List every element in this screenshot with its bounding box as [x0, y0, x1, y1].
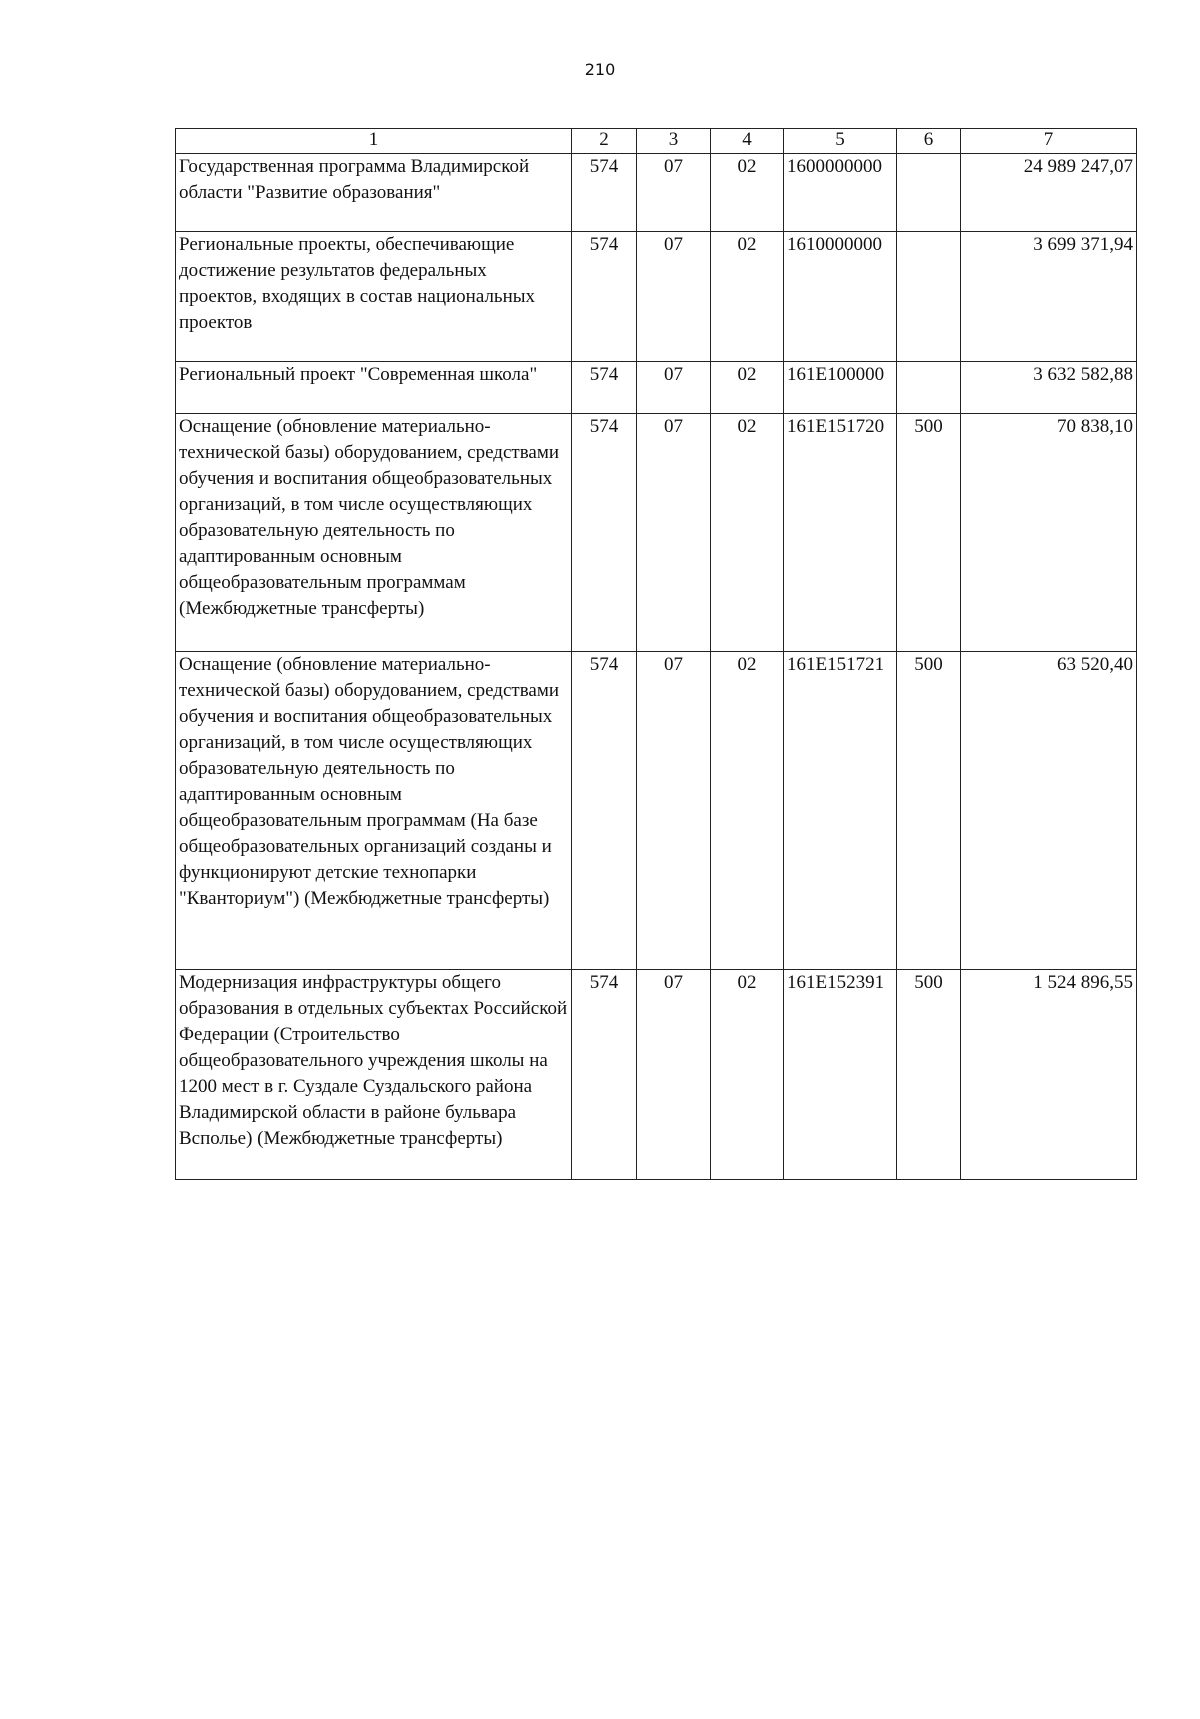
- header-cell-3: 3: [637, 129, 711, 154]
- row-type: [897, 154, 961, 232]
- row-type: 500: [897, 414, 961, 652]
- table-row: [176, 362, 1137, 414]
- row-col2: 574: [572, 414, 637, 652]
- header-cell-5: 5: [784, 129, 897, 154]
- row-code: 161E151721: [784, 652, 897, 970]
- row-name: Региональные проекты, обеспечивающие достижение результатов федеральных проектов, входящих в состав национальных проектов: [176, 232, 572, 362]
- header-row: [176, 129, 1137, 154]
- row-col3: 07: [637, 970, 711, 1180]
- row-col2: 574: [572, 970, 637, 1180]
- row-name: Оснащение (обновление материально-технической базы) оборудованием, средствами обучения и воспитания общеобразовательных организаций, в том числе осуществляющих образовательную деятельность по адаптированным основным общеобразовательным программам (На базе общеобразовательных организаций созданы и функционируют детские технопарки "Кванториум") (Межбюджетные трансферты): [176, 652, 572, 970]
- header-cell-1: 1: [176, 129, 572, 154]
- row-code: 161E100000: [784, 362, 897, 414]
- row-code: 1610000000: [784, 232, 897, 362]
- row-name: Региональный проект "Современная школа": [176, 362, 572, 414]
- row-col4: 02: [711, 232, 784, 362]
- row-col3: 07: [637, 154, 711, 232]
- table-row: [176, 154, 1137, 232]
- table-row: [176, 970, 1137, 1180]
- table-row: [176, 414, 1137, 652]
- budget-table: [175, 128, 1137, 1180]
- row-col4: 02: [711, 414, 784, 652]
- row-col3: 07: [637, 652, 711, 970]
- row-code: 161E151720: [784, 414, 897, 652]
- row-col3: 07: [637, 362, 711, 414]
- row-type: [897, 362, 961, 414]
- table-row: [176, 232, 1137, 362]
- row-type: 500: [897, 970, 961, 1180]
- row-col3: 07: [637, 232, 711, 362]
- page-number: 210: [584, 60, 616, 79]
- row-code: 161E152391: [784, 970, 897, 1180]
- row-name: Оснащение (обновление материально-технической базы) оборудованием, средствами обучения и воспитания общеобразовательных организаций, в том числе осуществляющих образовательную деятельность по адаптированным основным общеобразовательным программам (Межбюджетные трансферты): [176, 414, 572, 652]
- row-amount: 70 838,10: [961, 414, 1137, 652]
- row-amount: 3 632 582,88: [961, 362, 1137, 414]
- header-cell-4: 4: [711, 129, 784, 154]
- row-col4: 02: [711, 970, 784, 1180]
- row-col2: 574: [572, 232, 637, 362]
- header-cell-7: 7: [961, 129, 1137, 154]
- table-row: [176, 652, 1137, 970]
- row-code: 1600000000: [784, 154, 897, 232]
- row-type: 500: [897, 652, 961, 970]
- row-type: [897, 232, 961, 362]
- row-col4: 02: [711, 154, 784, 232]
- row-col3: 07: [637, 414, 711, 652]
- header-cell-2: 2: [572, 129, 637, 154]
- row-col2: 574: [572, 362, 637, 414]
- header-cell-6: 6: [897, 129, 961, 154]
- row-name: Модернизация инфраструктуры общего образования в отдельных субъектах Российской Федерации (Строительство общеобразовательного учреждения школы на 1200 мест в г. Суздале Суздальского района Владимирской области в районе бульвара Всполье) (Межбюджетные трансферты): [176, 970, 572, 1180]
- row-amount: 24 989 247,07: [961, 154, 1137, 232]
- row-col2: 574: [572, 652, 637, 970]
- row-amount: 1 524 896,55: [961, 970, 1137, 1180]
- row-col4: 02: [711, 362, 784, 414]
- row-col4: 02: [711, 652, 784, 970]
- row-amount: 3 699 371,94: [961, 232, 1137, 362]
- row-col2: 574: [572, 154, 637, 232]
- row-name: Государственная программа Владимирской области "Развитие образования": [176, 154, 572, 232]
- row-amount: 63 520,40: [961, 652, 1137, 970]
